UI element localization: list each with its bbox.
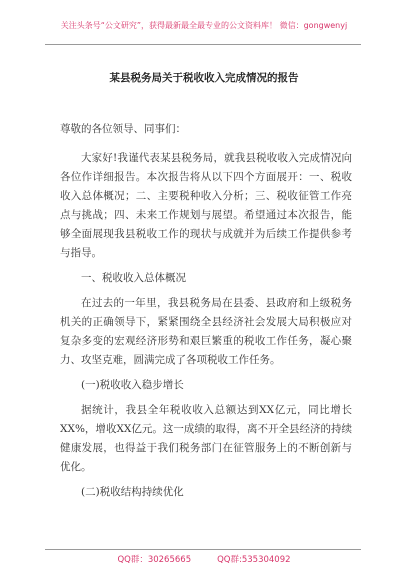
intro-paragraph: 大家好!我谨代表某县税务局，就我县税收收入完成情况向各位作详细报告。本次报告将从以下四个方面展开：一、税收收入总体概况；二、主要税种收入分析；三、税收征管工作亮点与挑战；四、未来工作规划与展望。希望通过本次报告，能够全面展现我县税收工作的现状与成就并为后续工作提供参考与指导。	[60, 152, 352, 259]
document-title: 某县税务局关于税收收入完成情况的报告	[109, 72, 299, 84]
salutation: 尊敬的各位领导、同事们：	[60, 123, 186, 135]
subsection-1-heading: (一)税收收入稳步增长	[81, 379, 184, 391]
document-body	[60, 120, 352, 508]
subsection-2-heading: (二)税收结构持续优化	[81, 486, 184, 498]
section-1-heading: 一、税收收入总体概况	[81, 272, 186, 284]
footer-qq-group-1: QQ群：30265665	[117, 555, 192, 565]
footer-contacts	[0, 553, 408, 565]
subsection-1-paragraph: 据统计，我县全年税收收入总额达到XX亿元，同比增长XX%，增收XX亿元。这一成绩的取得，离不开全县经济的持续健康发展，也得益于我们税务部门在征管服务上的不断创新与优化。	[60, 404, 352, 473]
section-1-paragraph: 在过去的一年里，我县税务局在县委、县政府和上级税务机关的正确领导下，紧紧围绕全县经济社会发展大局积极应对复杂多变的宏观经济形势和艰巨繁重的税收工作任务，凝心聚力、攻坚克难，圆满完成了各项税收工作任务。	[60, 297, 352, 366]
header-divider	[45, 44, 361, 45]
footer-qq-group-2: QQ群:535304092	[217, 555, 291, 565]
footer-divider	[45, 549, 361, 550]
header-promo-note: 关注头条号“公文研究”，获得最新最全最专业的公文资料库！ 微信：gongwenyj	[60, 21, 348, 30]
